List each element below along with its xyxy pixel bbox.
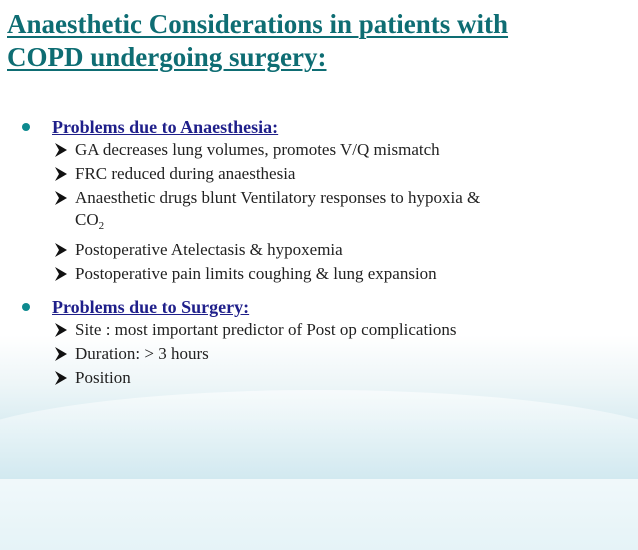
list-item — [53, 367, 618, 389]
arrow-bullet-icon — [53, 346, 69, 362]
bullet-dot-icon — [22, 303, 30, 311]
list-item-text: GA decreases lung volumes, promotes V/Q mismatch — [75, 140, 440, 159]
bullet-list — [18, 319, 618, 389]
section-heading — [18, 115, 618, 139]
arrow-bullet-icon — [53, 322, 69, 338]
arrow-bullet-icon — [53, 266, 69, 282]
list-item-text: Anaesthetic drugs blunt Ventilatory responses to hypoxia & — [75, 188, 481, 207]
list-item — [53, 239, 618, 261]
arrow-bullet-icon — [53, 190, 69, 206]
background-swoosh — [0, 390, 638, 550]
list-item — [53, 343, 618, 365]
list-item-text: Duration: > 3 hours — [75, 344, 209, 363]
section-anaesthesia — [18, 115, 618, 285]
bullet-dot-icon — [22, 123, 30, 131]
slide-title — [7, 8, 607, 74]
list-item-text: Postoperative Atelectasis & hypoxemia — [75, 240, 343, 259]
list-item — [53, 263, 618, 285]
section-surgery — [18, 295, 618, 389]
arrow-bullet-icon — [53, 370, 69, 386]
slide-content — [18, 115, 618, 399]
arrow-bullet-icon — [53, 242, 69, 258]
section-heading-text: Problems due to Anaesthesia: — [52, 117, 279, 137]
arrow-bullet-icon — [53, 166, 69, 182]
slide-title-line1: Anaesthetic Considerations in patients with — [7, 9, 509, 39]
list-item — [53, 139, 618, 161]
list-item-text: Site : most important predictor of Post op complications — [75, 320, 457, 339]
arrow-bullet-icon — [53, 142, 69, 158]
list-item — [53, 163, 618, 185]
section-heading — [18, 295, 618, 319]
list-item-text: FRC reduced during anaesthesia — [75, 164, 296, 183]
list-item-text: Postoperative pain limits coughing & lung expansion — [75, 264, 437, 283]
co2-text: $CO_2$ — [75, 210, 105, 232]
slide-title-line2: COPD undergoing surgery: — [7, 42, 327, 72]
list-item — [53, 187, 618, 237]
list-item-text: Position — [75, 368, 131, 387]
section-heading-text: Problems due to Surgery: — [52, 297, 250, 317]
list-item — [53, 319, 618, 341]
bullet-list — [18, 139, 618, 285]
